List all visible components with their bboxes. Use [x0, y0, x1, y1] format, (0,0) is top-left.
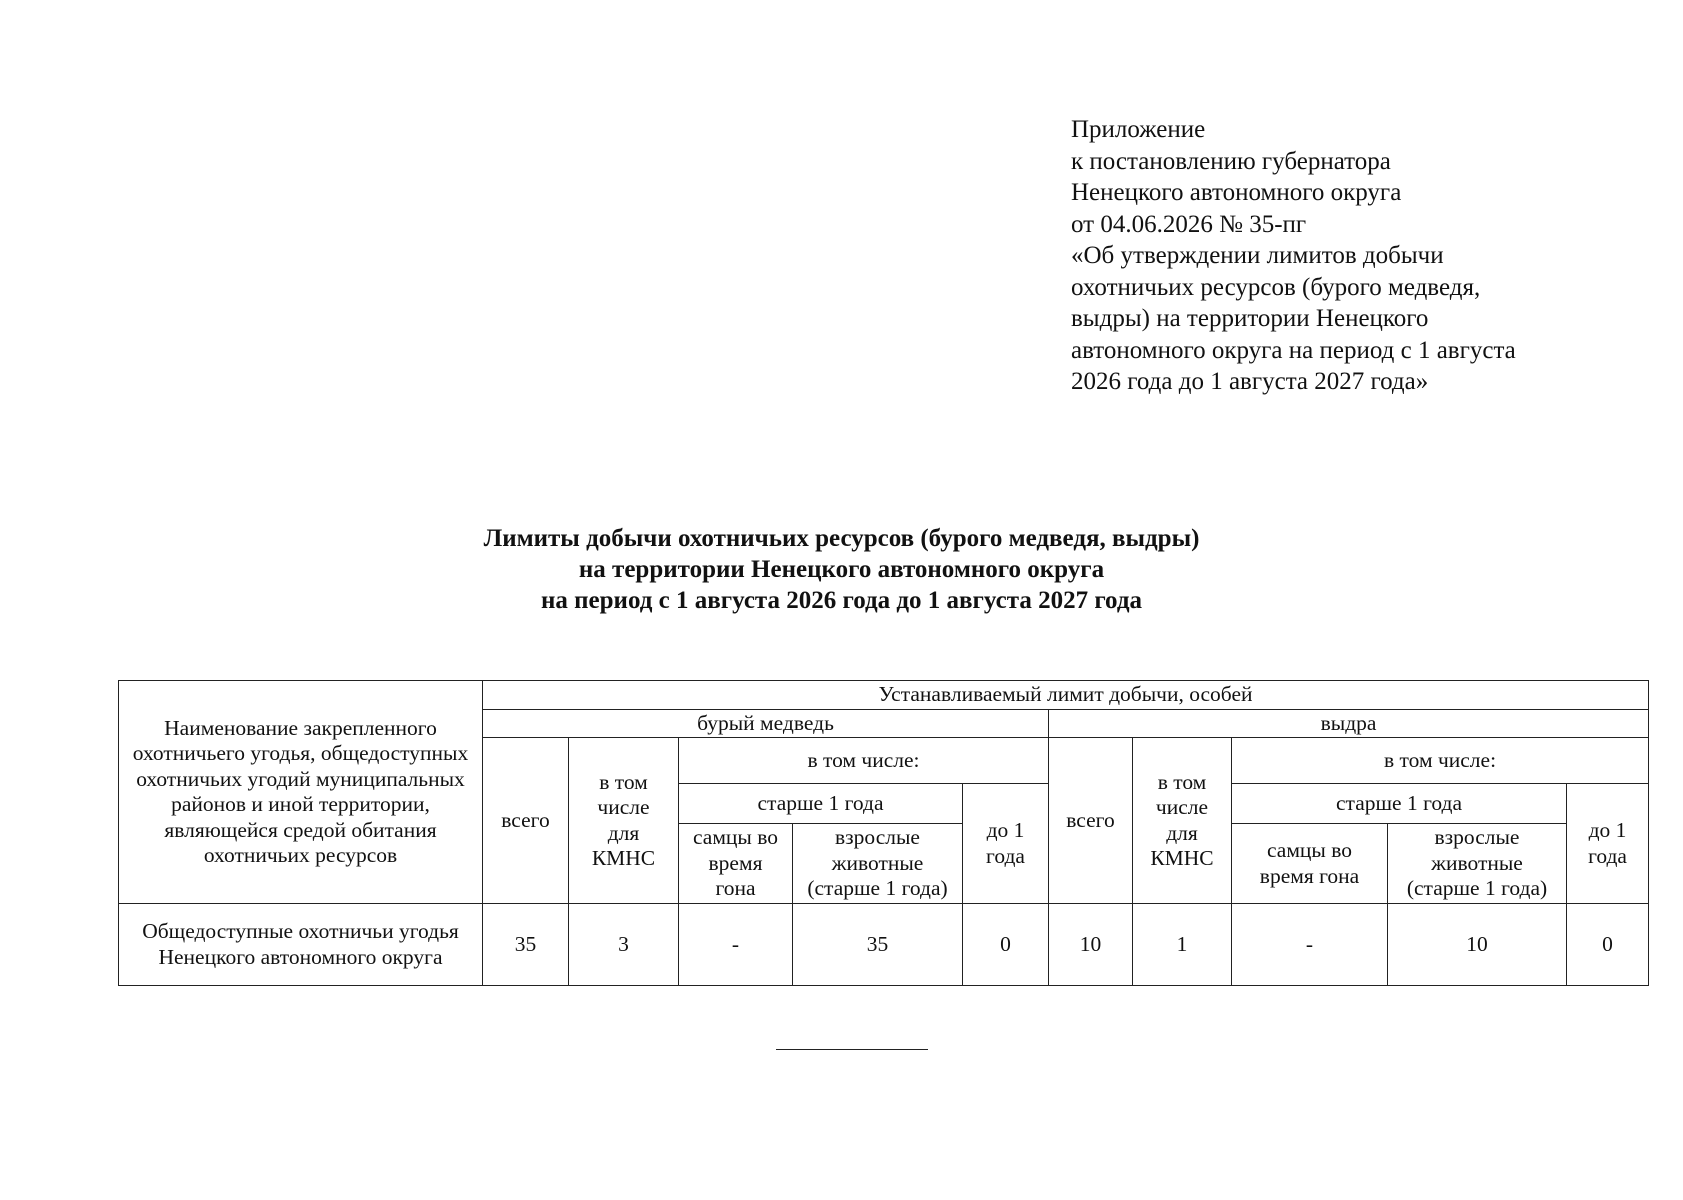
appendix-line: 2026 года до 1 августа 2027 года» [1071, 368, 1429, 395]
title-line: на период с 1 августа 2026 года до 1 августа 2027 года [541, 587, 1142, 614]
bear-males-value: - [679, 904, 793, 986]
otter-older-header: старше 1 года [1232, 784, 1567, 824]
limits-table [118, 680, 1649, 986]
bear-total-header: всего [483, 738, 569, 904]
title-line: Лимиты добычи охотничьих ресурсов (бурого медведя, выдры) [483, 525, 1200, 552]
species-header-otter: выдра [1049, 710, 1649, 738]
bear-adults-header: взрослые животные (старше 1 года) [793, 824, 963, 904]
title-line: на территории Ненецкого автономного округа [578, 556, 1105, 583]
otter-including-header: в том числе: [1232, 738, 1649, 784]
bear-including-header: в том числе: [679, 738, 1049, 784]
appendix-line: автономного округа на период с 1 августа [1071, 336, 1516, 364]
otter-kmns-value: 1 [1133, 904, 1232, 986]
appendix-line: выдры) на территории Ненецкого [1071, 305, 1429, 332]
bear-kmns-value: 3 [569, 904, 679, 986]
appendix-line: охотничьих ресурсов (бурого медведя, [1071, 273, 1481, 301]
document-title [0, 523, 1683, 616]
otter-under1-value: 0 [1567, 904, 1649, 986]
species-header-bear: бурый медведь [483, 710, 1049, 738]
bear-males-header: самцы во время гона [679, 824, 793, 904]
otter-under1-header: до 1 года [1567, 784, 1649, 904]
closing-rule [776, 1049, 928, 1050]
appendix-line: Ненецкого автономного округа [1071, 179, 1402, 206]
otter-adults-value: 10 [1388, 904, 1567, 986]
bear-under1-value: 0 [963, 904, 1049, 986]
table-row [119, 904, 1649, 986]
bear-total-value: 35 [483, 904, 569, 986]
appendix-line: от 04.06.2026 № 35-пг [1071, 210, 1307, 238]
appendix-line: «Об утверждении лимитов добычи [1071, 242, 1444, 269]
otter-kmns-header: в том числе для КМНС [1133, 738, 1232, 904]
bear-older-header: старше 1 года [679, 784, 963, 824]
bear-kmns-header: в том числе для КМНС [569, 738, 679, 904]
row-hunting-ground-name: Общедоступные охотничьи угодья Ненецкого автономного округа [119, 904, 483, 986]
limit-header: Устанавливаемый лимит добычи, особей [483, 681, 1649, 710]
otter-total-value: 10 [1049, 904, 1133, 986]
otter-total-header: всего [1049, 738, 1133, 904]
otter-males-header: самцы во время гона [1232, 824, 1388, 904]
hunting-ground-name-header: Наименование закрепленного охотничьего угодья, общедоступных охотничьих угодий муниципальных районов и иной территории, являющейся средой обитания охотничьих ресурсов [119, 681, 483, 904]
otter-adults-header: взрослые животные (старше 1 года) [1388, 824, 1567, 904]
appendix-line: к постановлению губернатора [1071, 147, 1391, 175]
appendix-block [1071, 114, 1516, 398]
appendix-line: Приложение [1071, 116, 1206, 143]
bear-under1-header: до 1 года [963, 784, 1049, 904]
bear-adults-value: 35 [793, 904, 963, 986]
otter-males-value: - [1232, 904, 1388, 986]
